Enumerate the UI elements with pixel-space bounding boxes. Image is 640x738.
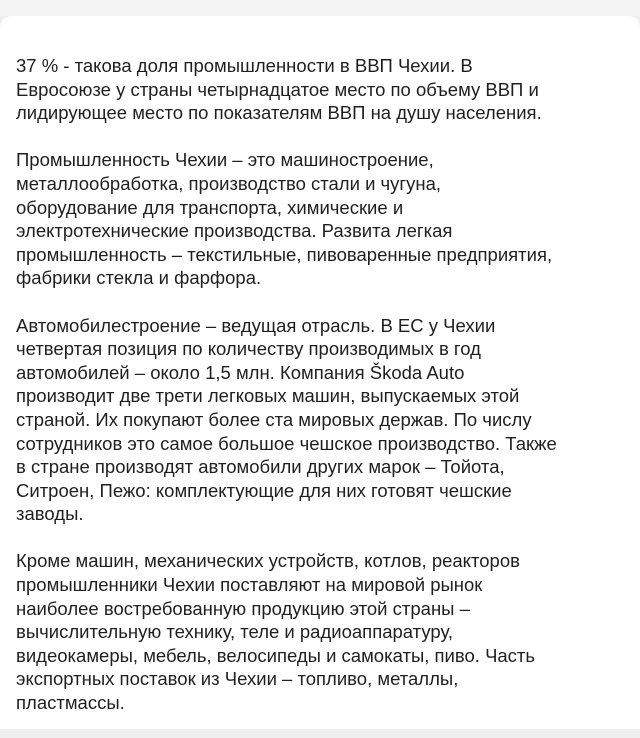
text-line: Автомобилестроение – ведущая отрасль. В ЕС у Чехии bbox=[16, 314, 496, 336]
text-line: наиболее востребованную продукцию этой страны – bbox=[16, 597, 470, 619]
text-line: электротехнические производства. Развита легкая bbox=[16, 220, 453, 242]
text-line: заводы. bbox=[16, 503, 84, 525]
text-line: четвертая позиция по количеству производимых в год bbox=[16, 338, 481, 360]
article-card bbox=[0, 16, 640, 729]
text-line: металлообработка, производство стали и чугуна, bbox=[16, 172, 442, 194]
text-line: видеокамеры, мебель, велосипеды и самокаты, пиво. Часть bbox=[16, 644, 536, 666]
article-body bbox=[16, 54, 626, 738]
paragraph-automotive bbox=[16, 314, 626, 526]
text-line: производит две трети легковых машин, выпускаемых этой bbox=[16, 385, 520, 407]
text-line: оборудование для транспорта, химические и bbox=[16, 196, 404, 218]
text-line: Ситроен, Пежо: комплектующие для них готовят чешские bbox=[16, 479, 512, 501]
text-line: вычислительную технику, теле и радиоаппаратуру, bbox=[16, 621, 454, 643]
text-line: автомобилей – около 1,5 млн. Компания Škoda Auto bbox=[16, 361, 465, 383]
paragraph-gdp-share bbox=[16, 54, 626, 125]
text-line: Евросоюзе у страны четырнадцатое место по объему ВВП и bbox=[16, 78, 539, 100]
text-line: лидирующее место по показателям ВВП на душу населения. bbox=[16, 102, 542, 124]
text-line: экспортных поставок из Чехии – топливо, металлы, bbox=[16, 668, 459, 690]
text-line: сотрудников это самое большое чешское производство. Также bbox=[16, 432, 557, 454]
text-line: Промышленность Чехии – это машиностроение, bbox=[16, 149, 434, 171]
text-line: промышленность – текстильные, пивоваренные предприятия, bbox=[16, 243, 553, 265]
paragraph-industry-overview bbox=[16, 148, 626, 290]
text-line: страной. Их покупают более ста мировых держав. По числу bbox=[16, 408, 532, 430]
top-strip bbox=[0, 0, 640, 16]
text-line: в стране производят автомобили других марок – Тойота, bbox=[16, 456, 505, 478]
text-line: фабрики стекла и фарфора. bbox=[16, 267, 262, 289]
text-line: Кроме машин, механических устройств, котлов, реакторов bbox=[16, 550, 520, 572]
text-line: пластмассы. bbox=[16, 692, 125, 714]
text-line: 37 % - такова доля промышленности в ВВП Чехии. В bbox=[16, 55, 473, 76]
text-line: промышленники Чехии поставляют на мировой рынок bbox=[16, 574, 483, 596]
paragraph-exports bbox=[16, 549, 626, 714]
